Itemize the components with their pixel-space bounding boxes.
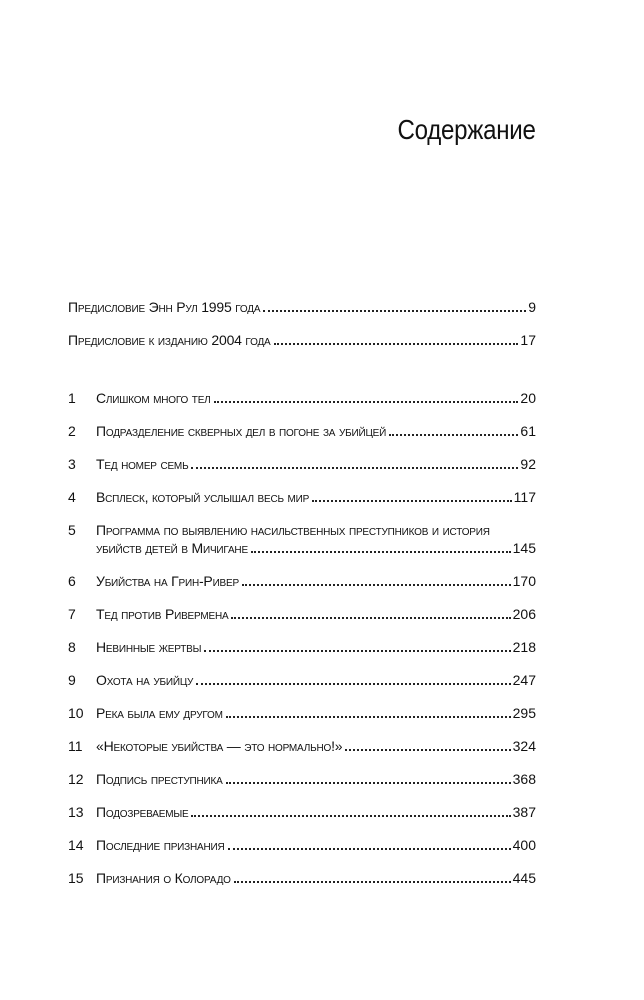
chapter-number: 9 bbox=[68, 672, 76, 688]
toc-entry-label: Подозреваемые bbox=[96, 804, 189, 820]
dot-leader bbox=[251, 550, 511, 553]
dot-leader bbox=[242, 583, 511, 586]
toc-entry bbox=[68, 316, 536, 349]
toc-entry bbox=[68, 506, 536, 557]
chapter-number: 11 bbox=[68, 738, 83, 754]
chapter-number: 10 bbox=[68, 705, 84, 721]
dot-leader bbox=[191, 814, 510, 817]
chapter-number: 3 bbox=[68, 456, 76, 472]
chapter-number: 5 bbox=[68, 522, 76, 538]
toc-entry-page: 445 bbox=[512, 870, 536, 886]
toc-entry-label: Признания о Колорадо bbox=[96, 870, 231, 886]
toc-entry-page: 92 bbox=[520, 456, 536, 472]
toc-entry-page: 324 bbox=[512, 738, 536, 754]
toc-entry bbox=[68, 407, 536, 440]
toc-entry-page: 295 bbox=[512, 705, 536, 721]
toc-entry-page: 368 bbox=[512, 771, 536, 787]
page-title: Содержание bbox=[397, 114, 536, 145]
toc-entry bbox=[68, 689, 536, 722]
toc-entry bbox=[68, 722, 536, 755]
toc-entry-page: 206 bbox=[512, 606, 536, 622]
toc-entry-label: убийств детей в Мичигане bbox=[96, 540, 248, 556]
chapter-number: 14 bbox=[68, 837, 84, 853]
dot-leader bbox=[312, 499, 512, 502]
chapter-number: 1 bbox=[68, 390, 76, 406]
dot-leader bbox=[191, 466, 518, 469]
toc-entry-label: Тед номер семь bbox=[96, 456, 189, 472]
toc-entry bbox=[68, 854, 536, 887]
chapter-number: 6 bbox=[68, 573, 76, 589]
toc-entry-page: 218 bbox=[512, 639, 536, 655]
chapter-number: 15 bbox=[68, 870, 84, 886]
dot-leader bbox=[214, 400, 519, 403]
toc-entry-label: Невинные жертвы bbox=[96, 639, 202, 655]
chapter-number: 2 bbox=[68, 423, 76, 439]
toc-entry bbox=[68, 440, 536, 473]
dot-leader bbox=[228, 847, 511, 850]
toc-entry-page: 20 bbox=[520, 390, 536, 406]
dot-leader bbox=[234, 880, 511, 883]
toc-entry-page: 247 bbox=[512, 672, 536, 688]
toc-entry bbox=[68, 821, 536, 854]
toc-entry-label: Подразделение скверных дел в погоне за убийцей bbox=[96, 423, 387, 439]
toc-entry-label: Охота на убийцу bbox=[96, 672, 194, 688]
toc-entry-label: Тед против Ривермена bbox=[96, 606, 229, 622]
preface-list bbox=[68, 283, 536, 349]
toc-entry bbox=[68, 623, 536, 656]
toc-entry bbox=[68, 283, 536, 316]
toc-entry-label: Убийства на Грин-Ривер bbox=[96, 573, 239, 589]
toc-entry bbox=[68, 374, 536, 407]
toc-entry-page: 117 bbox=[513, 489, 536, 505]
toc-entry-label: «Некоторые убийства — это нормально!» bbox=[96, 738, 343, 754]
toc-entry-label: Слишком много тел bbox=[96, 390, 211, 406]
dot-leader bbox=[263, 309, 526, 312]
chapter-number: 8 bbox=[68, 639, 76, 655]
dot-leader bbox=[226, 781, 511, 784]
chapter-number: 4 bbox=[68, 489, 76, 505]
toc-entry-label: Всплеск, который услышал весь мир bbox=[96, 489, 310, 505]
toc-entry bbox=[68, 755, 536, 788]
toc-entry-label: Предисловие Энн Рул 1995 года bbox=[68, 299, 261, 315]
toc-entry-label-line1: Программа по выявлению насильственных преступников и история bbox=[96, 522, 490, 538]
toc-entry-page: 400 bbox=[512, 837, 536, 853]
toc-entry-page: 145 bbox=[512, 540, 536, 556]
toc-entry-page: 17 bbox=[520, 332, 536, 348]
toc-entry-label: Последние признания bbox=[96, 837, 225, 853]
toc-entry-label-block bbox=[96, 521, 536, 557]
toc-entry bbox=[68, 590, 536, 623]
dot-leader bbox=[196, 682, 510, 685]
toc-entry-page: 9 bbox=[528, 299, 536, 315]
chapter-list bbox=[68, 374, 536, 887]
chapter-number: 13 bbox=[68, 804, 84, 820]
dot-leader bbox=[345, 748, 510, 751]
chapter-number: 7 bbox=[68, 606, 76, 622]
toc-entry-label: Предисловие к изданию 2004 года bbox=[68, 332, 271, 348]
dot-leader bbox=[389, 433, 518, 436]
toc-entry bbox=[68, 557, 536, 590]
toc-entry bbox=[68, 473, 536, 506]
toc-entry-page: 170 bbox=[512, 573, 536, 589]
dot-leader bbox=[226, 715, 511, 718]
toc-entry-label: Река была ему другом bbox=[96, 705, 223, 721]
toc-entry-page: 61 bbox=[520, 423, 536, 439]
dot-leader bbox=[274, 342, 519, 345]
toc-entry bbox=[68, 656, 536, 689]
dot-leader bbox=[204, 649, 510, 652]
chapter-number: 12 bbox=[68, 771, 84, 787]
toc-entry bbox=[68, 788, 536, 821]
dot-leader bbox=[231, 616, 510, 619]
toc-entry-label: Подпись преступника bbox=[96, 771, 223, 787]
toc-entry-page: 387 bbox=[512, 804, 536, 820]
toc-entry-label-line2 bbox=[96, 539, 536, 557]
